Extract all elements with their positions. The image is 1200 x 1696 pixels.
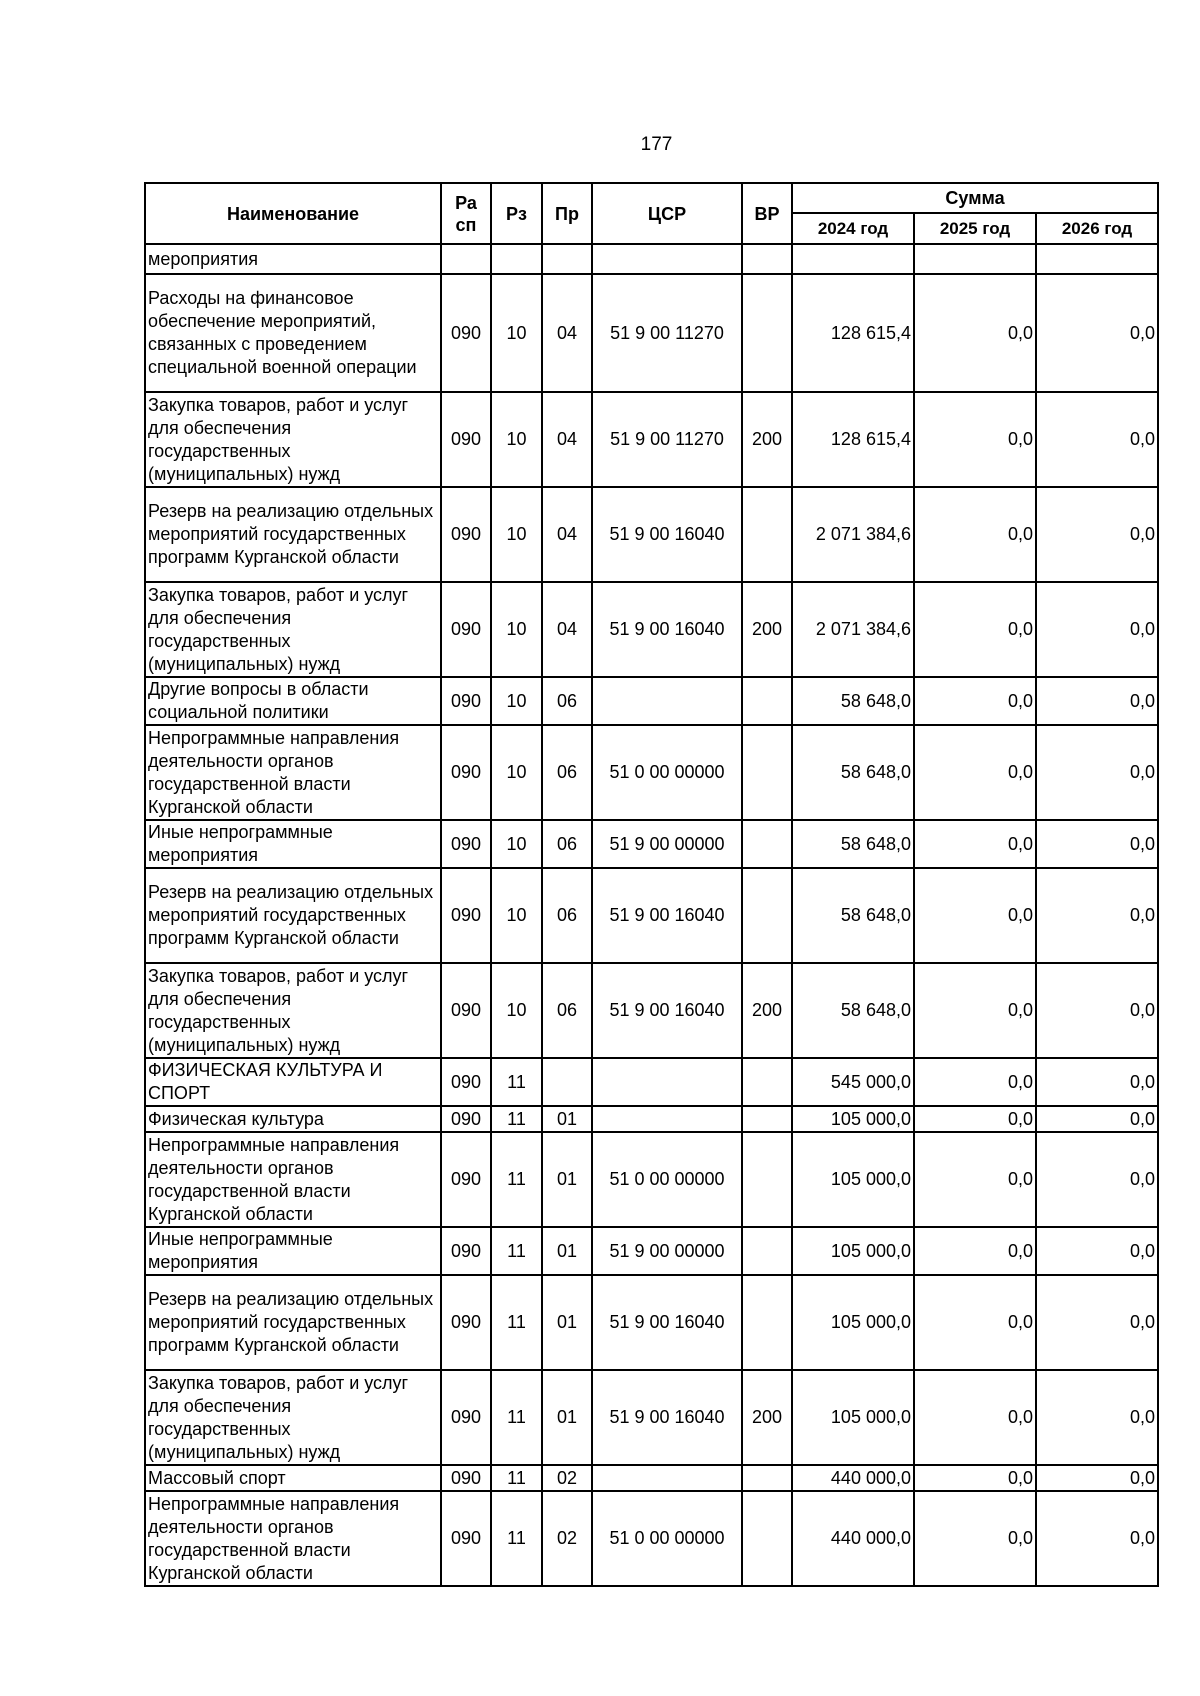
cell-name: Расходы на финансовое обеспечение мероприятий, связанных с проведением специальной военной операции — [145, 274, 441, 392]
table-row — [145, 963, 1158, 1058]
cell-sum-2026: 0,0 — [1036, 582, 1158, 677]
cell-sum-2026: 0,0 — [1036, 392, 1158, 487]
cell-csr: 51 0 00 00000 — [592, 1491, 742, 1586]
cell-rz: 11 — [491, 1227, 542, 1275]
cell-sum-2025: 0,0 — [914, 1227, 1036, 1275]
cell-vr: 200 — [742, 1370, 792, 1465]
cell-sum-2024: 58 648,0 — [792, 868, 914, 963]
cell-rz: 10 — [491, 392, 542, 487]
cell-rasp: 090 — [441, 1106, 491, 1132]
header-pr: Пр — [542, 183, 592, 244]
cell-sum-2026: 0,0 — [1036, 820, 1158, 868]
cell-vr — [742, 677, 792, 725]
cell-vr: 200 — [742, 582, 792, 677]
cell-rasp: 090 — [441, 582, 491, 677]
cell-name: Закупка товаров, работ и услуг для обеспечения государственных (муниципальных) нужд — [145, 582, 441, 677]
cell-sum-2024: 440 000,0 — [792, 1465, 914, 1491]
table-row — [145, 392, 1158, 487]
cell-sum-2024: 105 000,0 — [792, 1370, 914, 1465]
cell-csr — [592, 244, 742, 274]
budget-table — [144, 182, 1159, 1587]
table-row — [145, 677, 1158, 725]
cell-vr — [742, 1465, 792, 1491]
cell-pr: 04 — [542, 392, 592, 487]
cell-rz: 11 — [491, 1132, 542, 1227]
cell-sum-2025: 0,0 — [914, 392, 1036, 487]
header-year-2026: 2026 год — [1036, 213, 1158, 244]
table-body — [145, 244, 1158, 1586]
cell-csr — [592, 1058, 742, 1106]
header-name: Наименование — [145, 183, 441, 244]
cell-rasp: 090 — [441, 1370, 491, 1465]
cell-csr: 51 0 00 00000 — [592, 1132, 742, 1227]
cell-sum-2024: 58 648,0 — [792, 820, 914, 868]
header-year-2025: 2025 год — [914, 213, 1036, 244]
cell-rasp: 090 — [441, 677, 491, 725]
cell-name: ФИЗИЧЕСКАЯ КУЛЬТУРА И СПОРТ — [145, 1058, 441, 1106]
cell-sum-2024: 58 648,0 — [792, 963, 914, 1058]
header-year-2024: 2024 год — [792, 213, 914, 244]
cell-vr — [742, 487, 792, 582]
cell-rasp: 090 — [441, 820, 491, 868]
cell-vr — [742, 1227, 792, 1275]
cell-vr: 200 — [742, 392, 792, 487]
cell-pr: 04 — [542, 582, 592, 677]
cell-rasp: 090 — [441, 1491, 491, 1586]
cell-vr — [742, 868, 792, 963]
table-row — [145, 582, 1158, 677]
cell-csr: 51 9 00 16040 — [592, 868, 742, 963]
table-row — [145, 274, 1158, 392]
cell-sum-2024 — [792, 244, 914, 274]
cell-pr: 06 — [542, 820, 592, 868]
table-row — [145, 820, 1158, 868]
cell-pr: 01 — [542, 1132, 592, 1227]
cell-csr: 51 9 00 00000 — [592, 820, 742, 868]
table-row — [145, 1491, 1158, 1586]
cell-sum-2024: 58 648,0 — [792, 677, 914, 725]
cell-vr — [742, 1058, 792, 1106]
header-vr: ВР — [742, 183, 792, 244]
cell-rz: 10 — [491, 582, 542, 677]
cell-rasp: 090 — [441, 1275, 491, 1370]
cell-sum-2026: 0,0 — [1036, 868, 1158, 963]
cell-pr: 02 — [542, 1465, 592, 1491]
cell-rz: 11 — [491, 1491, 542, 1586]
cell-pr: 06 — [542, 725, 592, 820]
cell-sum-2024: 105 000,0 — [792, 1227, 914, 1275]
cell-vr — [742, 725, 792, 820]
cell-csr: 51 9 00 16040 — [592, 487, 742, 582]
cell-sum-2024: 440 000,0 — [792, 1491, 914, 1586]
cell-sum-2026: 0,0 — [1036, 1275, 1158, 1370]
cell-rz: 10 — [491, 868, 542, 963]
cell-vr — [742, 1275, 792, 1370]
cell-vr — [742, 1106, 792, 1132]
cell-sum-2025: 0,0 — [914, 1132, 1036, 1227]
cell-sum-2024: 545 000,0 — [792, 1058, 914, 1106]
header-csr: ЦСР — [592, 183, 742, 244]
cell-name: Непрограммные направления деятельности органов государственной власти Курганской области — [145, 725, 441, 820]
cell-sum-2026: 0,0 — [1036, 1491, 1158, 1586]
cell-sum-2025 — [914, 244, 1036, 274]
cell-sum-2026: 0,0 — [1036, 963, 1158, 1058]
table-row — [145, 244, 1158, 274]
cell-sum-2026: 0,0 — [1036, 274, 1158, 392]
cell-sum-2026: 0,0 — [1036, 1370, 1158, 1465]
cell-sum-2026: 0,0 — [1036, 1465, 1158, 1491]
cell-name: мероприятия — [145, 244, 441, 274]
cell-sum-2024: 105 000,0 — [792, 1275, 914, 1370]
cell-pr: 01 — [542, 1370, 592, 1465]
cell-csr — [592, 677, 742, 725]
cell-rasp: 090 — [441, 868, 491, 963]
cell-sum-2024: 2 071 384,6 — [792, 582, 914, 677]
cell-sum-2025: 0,0 — [914, 820, 1036, 868]
cell-rz: 10 — [491, 820, 542, 868]
cell-rz: 11 — [491, 1058, 542, 1106]
cell-name: Непрограммные направления деятельности органов государственной власти Курганской области — [145, 1491, 441, 1586]
table-row — [145, 1058, 1158, 1106]
cell-pr: 06 — [542, 963, 592, 1058]
cell-vr: 200 — [742, 963, 792, 1058]
cell-sum-2026: 0,0 — [1036, 725, 1158, 820]
cell-vr — [742, 1132, 792, 1227]
cell-csr: 51 9 00 11270 — [592, 274, 742, 392]
cell-rasp: 090 — [441, 1058, 491, 1106]
cell-sum-2024: 2 071 384,6 — [792, 487, 914, 582]
cell-rz: 10 — [491, 274, 542, 392]
cell-sum-2025: 0,0 — [914, 1370, 1036, 1465]
table-row — [145, 1106, 1158, 1132]
cell-sum-2025: 0,0 — [914, 1465, 1036, 1491]
cell-rasp: 090 — [441, 392, 491, 487]
cell-vr — [742, 244, 792, 274]
cell-pr — [542, 244, 592, 274]
cell-name: Закупка товаров, работ и услуг для обеспечения государственных (муниципальных) нужд — [145, 392, 441, 487]
cell-rasp: 090 — [441, 274, 491, 392]
cell-rasp: 090 — [441, 725, 491, 820]
cell-name: Другие вопросы в области социальной политики — [145, 677, 441, 725]
cell-sum-2025: 0,0 — [914, 725, 1036, 820]
table-row — [145, 1132, 1158, 1227]
cell-sum-2026: 0,0 — [1036, 1106, 1158, 1132]
cell-name: Резерв на реализацию отдельных мероприятий государственных программ Курганской области — [145, 487, 441, 582]
cell-csr — [592, 1106, 742, 1132]
cell-sum-2024: 128 615,4 — [792, 392, 914, 487]
header-rasp-line2: сп — [455, 214, 477, 235]
cell-rz: 10 — [491, 677, 542, 725]
cell-rasp: 090 — [441, 1465, 491, 1491]
table-row — [145, 868, 1158, 963]
table-row — [145, 1227, 1158, 1275]
cell-rz: 10 — [491, 487, 542, 582]
cell-rz: 11 — [491, 1465, 542, 1491]
cell-pr: 04 — [542, 274, 592, 392]
cell-csr: 51 9 00 16040 — [592, 1370, 742, 1465]
cell-rasp: 090 — [441, 1227, 491, 1275]
cell-vr — [742, 274, 792, 392]
cell-sum-2025: 0,0 — [914, 487, 1036, 582]
cell-pr: 01 — [542, 1275, 592, 1370]
cell-pr: 01 — [542, 1227, 592, 1275]
cell-sum-2025: 0,0 — [914, 1106, 1036, 1132]
cell-rasp — [441, 244, 491, 274]
cell-sum-2025: 0,0 — [914, 677, 1036, 725]
page-number: 177 — [640, 134, 673, 155]
cell-name: Физическая культура — [145, 1106, 441, 1132]
cell-pr: 06 — [542, 677, 592, 725]
cell-csr: 51 9 00 11270 — [592, 392, 742, 487]
cell-name: Резерв на реализацию отдельных мероприятий государственных программ Курганской области — [145, 1275, 441, 1370]
table-header-row — [145, 183, 1158, 213]
header-rasp-line1: Ра — [455, 192, 477, 213]
table-row — [145, 1370, 1158, 1465]
cell-csr: 51 9 00 00000 — [592, 1227, 742, 1275]
cell-rz: 11 — [491, 1106, 542, 1132]
cell-pr — [542, 1058, 592, 1106]
cell-pr: 01 — [542, 1106, 592, 1132]
cell-rz: 10 — [491, 963, 542, 1058]
cell-sum-2026: 0,0 — [1036, 1132, 1158, 1227]
cell-sum-2025: 0,0 — [914, 582, 1036, 677]
cell-rz: 10 — [491, 725, 542, 820]
cell-name: Закупка товаров, работ и услуг для обеспечения государственных (муниципальных) нужд — [145, 1370, 441, 1465]
header-sum: Сумма — [792, 183, 1158, 213]
cell-csr: 51 0 00 00000 — [592, 725, 742, 820]
header-rz: Рз — [491, 183, 542, 244]
cell-sum-2026 — [1036, 244, 1158, 274]
cell-sum-2024: 105 000,0 — [792, 1132, 914, 1227]
cell-vr — [742, 820, 792, 868]
cell-name: Резерв на реализацию отдельных мероприятий государственных программ Курганской области — [145, 868, 441, 963]
cell-csr: 51 9 00 16040 — [592, 963, 742, 1058]
header-rasp — [441, 183, 491, 244]
cell-csr: 51 9 00 16040 — [592, 1275, 742, 1370]
cell-sum-2025: 0,0 — [914, 274, 1036, 392]
cell-rz: 11 — [491, 1275, 542, 1370]
cell-pr: 04 — [542, 487, 592, 582]
cell-vr — [742, 1491, 792, 1586]
cell-rz — [491, 244, 542, 274]
cell-rasp: 090 — [441, 963, 491, 1058]
table-row — [145, 1465, 1158, 1491]
table-row — [145, 725, 1158, 820]
cell-sum-2025: 0,0 — [914, 1058, 1036, 1106]
cell-sum-2024: 58 648,0 — [792, 725, 914, 820]
cell-name: Иные непрограммные мероприятия — [145, 820, 441, 868]
table-row — [145, 487, 1158, 582]
cell-sum-2026: 0,0 — [1036, 487, 1158, 582]
cell-sum-2026: 0,0 — [1036, 1227, 1158, 1275]
cell-sum-2025: 0,0 — [914, 1491, 1036, 1586]
cell-rasp: 090 — [441, 487, 491, 582]
cell-sum-2025: 0,0 — [914, 868, 1036, 963]
cell-pr: 06 — [542, 868, 592, 963]
cell-sum-2024: 128 615,4 — [792, 274, 914, 392]
cell-name: Иные непрограммные мероприятия — [145, 1227, 441, 1275]
cell-pr: 02 — [542, 1491, 592, 1586]
cell-csr: 51 9 00 16040 — [592, 582, 742, 677]
cell-sum-2025: 0,0 — [914, 963, 1036, 1058]
table-row — [145, 1275, 1158, 1370]
cell-csr — [592, 1465, 742, 1491]
cell-sum-2026: 0,0 — [1036, 1058, 1158, 1106]
cell-name: Массовый спорт — [145, 1465, 441, 1491]
cell-sum-2026: 0,0 — [1036, 677, 1158, 725]
cell-name: Закупка товаров, работ и услуг для обеспечения государственных (муниципальных) нужд — [145, 963, 441, 1058]
cell-rz: 11 — [491, 1370, 542, 1465]
cell-sum-2025: 0,0 — [914, 1275, 1036, 1370]
cell-name: Непрограммные направления деятельности органов государственной власти Курганской области — [145, 1132, 441, 1227]
cell-rasp: 090 — [441, 1132, 491, 1227]
cell-sum-2024: 105 000,0 — [792, 1106, 914, 1132]
